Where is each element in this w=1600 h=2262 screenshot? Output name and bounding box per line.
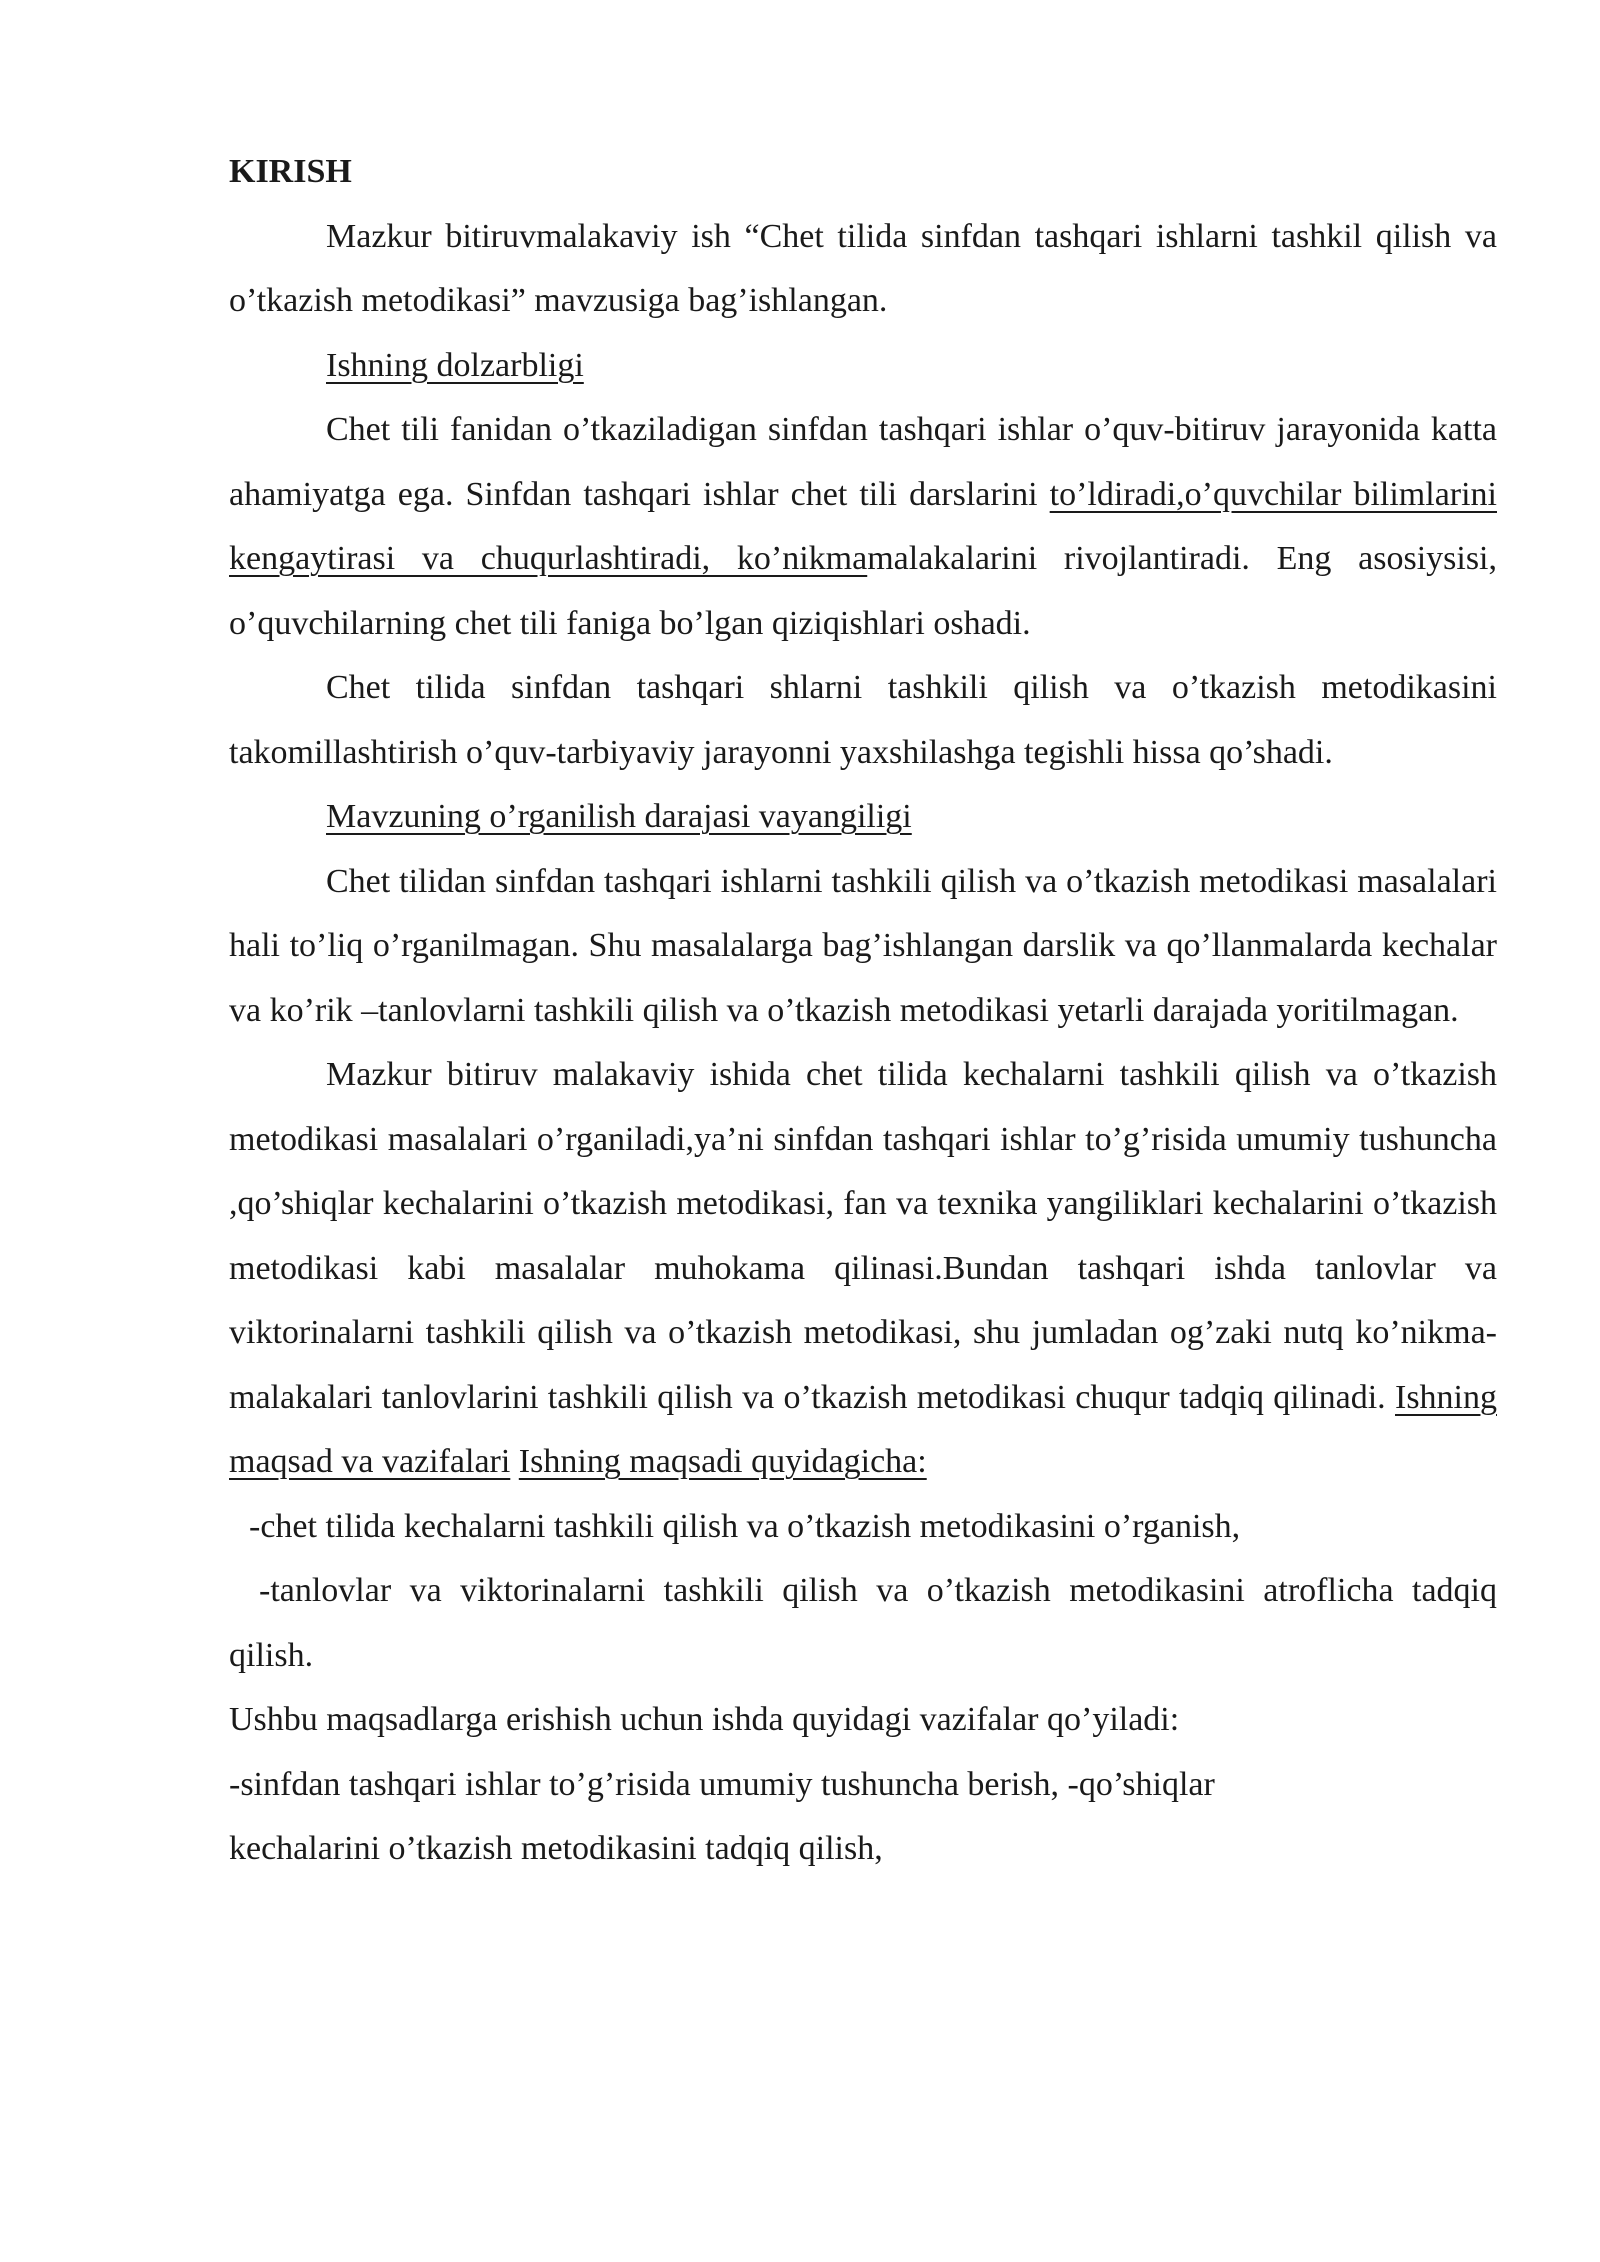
scope-text: Mazkur bitiruv malakaviy ishida chet tilida kechalarni tashkili qilish va o’tkazish metodikasi masalalari o’rganiladi,ya’ni sinfdan tashqari ishlar to’g’risida umumiy tushuncha ,qo’shiqlar kechalarini o’tkazish metodikasi, fan va texnika yangiliklari kechalarini o’tkazish metodikasi kabi masalalar muhokama qilinasi.Bundan tashqari ishda tanlovlar va viktorinalarni tashkili qilish va o’tkazish metodikasi, shu jumladan og’zaki nutq ko’nikma-malakalari tanlovlarini tashkili qilish va o’tkazish metodikasi chuqur tadqiq qilinadi. [229, 1056, 1497, 1416]
subheading-relevance [229, 334, 1497, 399]
tasks-list: -sinfdan tashqari ishlar to’g’risida umumiy tushuncha berish, -qo’shiqlar kechalarini o’tkazish metodikasini tadqiq qilish, [229, 1765, 1215, 1867]
goal-item-2: -tanlovlar va viktorinalarni tashkili qilish va o’tkazish metodikasini atroflicha tadqiq qilish. [229, 1572, 1497, 1674]
goals-subheading: Ishning maqsadi quyidagicha: [518, 1443, 927, 1480]
study-level-paragraph: Chet tilidan sinfdan tashqari ishlarni tashkili qilish va o’tkazish metodikasi masalalari hali to’liq o’rganilmagan. Shu masalalarga bag’ishlangan darslik va qo’llanmalarda kechalar va ko’rik –tanlovlarni tashkili qilish va o’tkazish metodikasi yetarli darajada yoritilmagan. [229, 862, 1497, 1029]
scope-paragraph [229, 1043, 1497, 1495]
section-heading: KIRISH [229, 153, 352, 190]
relevance-text-end: malakalarini rivojlantiradi. Eng asosiysisi, o’quvchilarning chet tili faniga bo’lgan qiziqishlari oshadi. [229, 540, 1498, 642]
improvement-paragraph: Chet tilida sinfdan tashqari shlarni tashkili qilish va o’tkazish metodikasini takomillashtirish o’quv-tarbiyaviy jarayonni yaxshilashga tegishli hissa qo’shadi. [229, 669, 1497, 771]
relevance-text-underlined: to’ldiradi,o’quvchilar bilimlarini kengaytirasi va chuqurlashtiradi, ko’nikma [229, 475, 1497, 577]
intro-paragraph: Mazkur bitiruvmalakaviy ish “Chet tilida sinfdan tashqari ishlarni tashkil qilish va o’tkazish metodikasi” mavzusiga bag’ishlangan. [229, 217, 1497, 319]
subheading-study-level-text: Mavzuning o’rganilish darajasi vayangiligi [326, 798, 912, 835]
tasks-intro: Ushbu maqsadlarga erishish uchun ishda quyidagi vazifalar qo’yiladi: [229, 1701, 1180, 1738]
subheading-relevance-text: Ishning dolzarbligi [326, 346, 584, 384]
goals-heading: Ishning maqsad va vazifalari [229, 1378, 1497, 1480]
relevance-paragraph [229, 398, 1497, 656]
goal-item-1: -chet tilida kechalarni tashkili qilish va o’tkazish metodikasini o’rganish, [249, 1507, 1241, 1545]
subheading-study-level [229, 785, 1497, 850]
relevance-text-start: Chet tili fanidan o’tkaziladigan sinfdan tashqari ishlar o’quv-bitiruv jarayonida katta ahamiyatga ega. Sinfdan tashqari ishlar chet tili darslarini [229, 411, 1497, 513]
document-page [229, 140, 1497, 1882]
